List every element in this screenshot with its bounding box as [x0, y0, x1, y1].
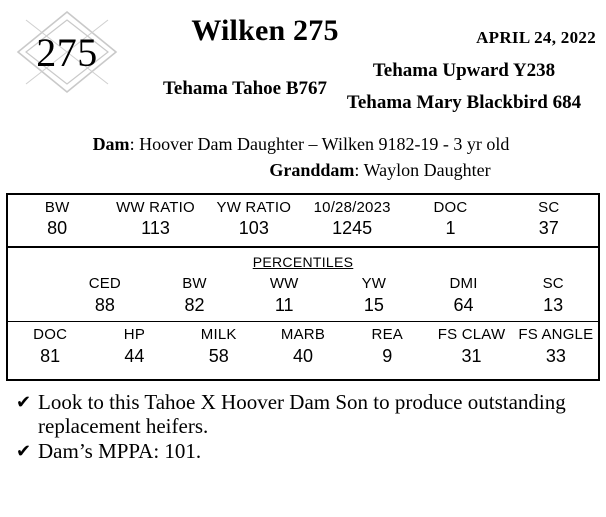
percentiles-header-row-2 [8, 326, 598, 345]
card-header [0, 0, 606, 128]
granddam-sire-name: Tehama Mary Blackbird 684 [346, 92, 582, 113]
table-cell: 103 [238, 218, 269, 239]
table-cell: 33 [545, 345, 566, 366]
table-cell: FS ANGLE [518, 326, 594, 344]
percentiles-value-row-2 [8, 345, 598, 368]
table-cell: SC [538, 198, 560, 216]
table-cell: FS CLAW [437, 326, 506, 344]
sale-date: APRIL 24, 2022 [476, 28, 596, 47]
table-cell: 44 [124, 345, 145, 366]
percentiles-block [8, 248, 598, 380]
table-cell: HP [123, 326, 146, 344]
granddam-text: : Waylon Daughter [354, 160, 491, 181]
table-cell: 11 [274, 294, 294, 315]
table-cell: DMI [449, 274, 478, 292]
dam-label: Dam [92, 134, 130, 154]
lot-number: 275 [36, 29, 98, 75]
granddam-line [0, 158, 606, 182]
table-cell: 82 [184, 294, 205, 315]
table-cell: BW [44, 198, 70, 216]
table-cell: 10/28/2023 [313, 198, 391, 216]
table-cell: 64 [453, 294, 474, 315]
percentiles-label: PERCENTILES [252, 253, 354, 270]
table-cell: 80 [47, 218, 68, 239]
note-text: Look to this Tahoe X Hoover Dam Son to produce outstanding replacement heifers. [38, 390, 566, 438]
table-cell: DOC [33, 326, 68, 344]
table-cell [8, 275, 60, 294]
check-icon: ✔ [16, 392, 32, 413]
table-cell: BW [182, 274, 207, 292]
table-cell: 37 [538, 218, 559, 239]
list-item [16, 440, 606, 464]
note-text: Dam’s MPPA: 101. [38, 439, 202, 464]
table-cell: DOC [433, 198, 468, 216]
table-cell: 9 [382, 345, 393, 366]
sire-name: Tehama Tahoe B767 [162, 78, 327, 99]
table-cell: YW [361, 274, 387, 292]
performance-block [8, 195, 598, 248]
table-cell: MILK [200, 326, 237, 344]
list-item [16, 391, 606, 438]
table-cell: 1 [445, 218, 456, 239]
table-cell: YW RATIO [216, 198, 292, 216]
table-cell: 13 [543, 294, 564, 315]
table-cell: REA [371, 326, 403, 344]
animal-name: Wilken 275 [191, 14, 339, 47]
grandsire-name: Tehama Upward Y238 [372, 60, 556, 81]
percentiles-group-2 [8, 322, 598, 373]
performance-value-row [8, 217, 598, 240]
table-cell: 31 [461, 345, 482, 366]
percentiles-value-row-1 [8, 294, 598, 317]
dam-text: : Hoover Dam Daughter – Wilken 9182-19 - 3 yr old [129, 134, 510, 154]
table-cell [8, 294, 60, 317]
table-cell: 113 [141, 218, 170, 239]
epd-table [6, 193, 600, 382]
table-cell: WW [269, 274, 299, 292]
table-cell: WW RATIO [116, 198, 195, 216]
percentiles-group-1 [8, 273, 598, 316]
check-icon: ✔ [16, 441, 32, 462]
performance-header-row [8, 199, 598, 218]
granddam-label: Granddam [269, 160, 355, 181]
table-cell: 1245 [332, 218, 373, 239]
dam-line [0, 132, 606, 156]
table-cell: 81 [40, 345, 61, 366]
table-cell: MARB [280, 326, 326, 344]
table-cell: SC [542, 274, 564, 292]
table-cell: 15 [363, 294, 384, 315]
percentiles-header-row-1 [8, 275, 598, 294]
table-cell: CED [88, 274, 121, 292]
table-cell: 88 [94, 294, 115, 315]
notes-list [16, 391, 606, 464]
table-cell: 58 [208, 345, 229, 366]
table-cell: 40 [292, 345, 313, 366]
